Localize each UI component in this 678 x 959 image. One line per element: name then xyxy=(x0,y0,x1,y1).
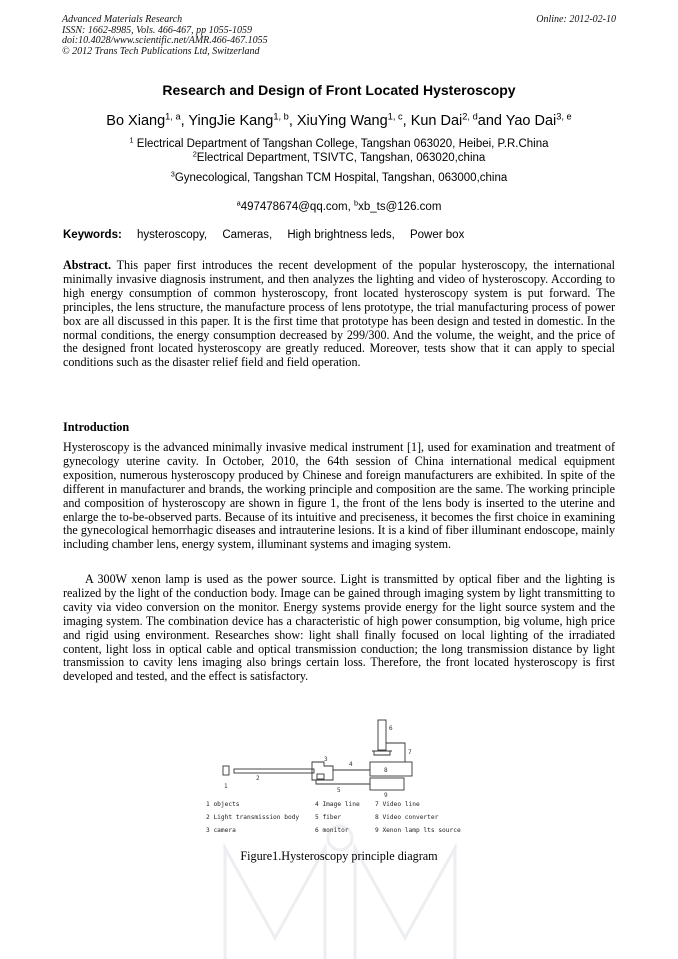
author-affiliation-mark: 2, d xyxy=(462,111,478,122)
diagram-legend-item: 7 Video line xyxy=(375,801,420,808)
keyword: Cameras, xyxy=(222,229,273,241)
video-converter-box xyxy=(370,762,412,776)
monitor-stand xyxy=(372,751,392,755)
diagram-number: 7 xyxy=(408,749,412,756)
diagram-legend-item: 3 camera xyxy=(206,827,236,834)
copyright-line: © 2012 Trans Tech Publications Ltd, Switzerland xyxy=(62,46,260,58)
diagram-legend-item: 1 objects xyxy=(206,801,240,808)
diagram-legend-item: 9 Xenon lamp lts source xyxy=(375,827,461,834)
diagram-legend-item: 6 monitor xyxy=(315,827,349,834)
abstract-label: Abstract. xyxy=(63,258,112,272)
affiliation-1 xyxy=(0,135,678,150)
intro-paragraph-1: Hysteroscopy is the advanced minimally invasive medical instrument [1], used for examination and treatment of gynecology uterine cavity. In October, 2010, the 64th session of China international medical equipment exposition, numerous hysteroscopy produced by Chinese and foreign manufacturers are exhibited. In spite of the different in manufacturer and brands, the working principle and composition are the same. The working principle and composition of hysteroscopy are shown in figure 1, the front of the lens body is inserted to the uterine and enlarge the to-be-observed parts. Because of its intuitive and preciseness, it becomes the first choice in examining the gynecological hemorrhagic diseases and intrauterine lesions. It is a kind of fiber illuminant endoscope, mainly including chamber lens, energy system, illuminant systems and imaging system. xyxy=(63,440,615,552)
email-mark: a xyxy=(236,198,241,208)
diagram-legend-item: 4 Image line xyxy=(315,801,360,808)
author-list xyxy=(0,113,678,129)
camera-shape xyxy=(312,762,333,780)
diagram-number: 2 xyxy=(256,775,260,782)
keywords-label: Keywords: xyxy=(63,229,122,241)
figure-caption: Figure1.Hysteroscopy principle diagram xyxy=(240,849,438,863)
light-transmission-body xyxy=(234,769,314,773)
diagram-number: 9 xyxy=(384,792,388,799)
fiber-line xyxy=(316,780,370,784)
author-separator: , xyxy=(402,113,411,129)
online-date: Online: 2012-02-10 xyxy=(536,14,616,25)
diagram-legend-item: 2 Light transmission body xyxy=(206,814,300,821)
monitor-body xyxy=(378,720,386,750)
object-box xyxy=(223,766,229,775)
diagram-legend-item: 8 Video converter xyxy=(375,814,439,821)
diagram-legend-item: 5 fiber xyxy=(315,814,342,821)
intro-paragraph-2: A 300W xenon lamp is used as the power source. Light is transmitted by optical fiber and the lighting is realized by the light of the conduction body. Image can be gained through imaging system by light transmitting to cavity via video conversion on the monitor. Energy systems provide energy for the light source system and the imaging system. The combination device has a characteristic of high power consumption, big volume, high price and rigid using environment. Researches show: light shall finally focused on local lighting of the irradiated content, light loss in optical cable and optical transmission conduction; the long transmission distance by light transmission to cavity lens imaging also brings certain loss. Therefore, the front located hysteroscopy is first developed and tested, and the effect is satisfactory. xyxy=(63,572,615,684)
paper-title: Research and Design of Front Located Hysteroscopy xyxy=(162,82,516,98)
author-name: Bo Xiang xyxy=(106,113,166,129)
email-address: xb_ts@126.com xyxy=(358,201,442,213)
affiliation-3 xyxy=(0,169,678,184)
affiliation-text: Electrical Department of Tangshan College, Tangshan 063020, Heibei, P.R.China xyxy=(136,138,549,150)
affiliation-mark: 2 xyxy=(192,149,197,159)
author-name: Kun Dai xyxy=(410,113,463,129)
author-affiliation-mark: 3, e xyxy=(556,111,572,122)
diagram-number: 3 xyxy=(324,756,328,763)
diagram-number: 1 xyxy=(224,783,228,790)
hysteroscopy-principle-diagram xyxy=(200,718,480,840)
author-separator: , xyxy=(288,113,297,129)
camera-lens xyxy=(317,774,324,779)
author-name: Yao Dai xyxy=(505,113,557,129)
keyword: Power box xyxy=(409,229,465,241)
email-address: 497478674@qq.com, xyxy=(240,201,355,213)
diagram-number: 4 xyxy=(349,761,353,768)
diagram-number: 5 xyxy=(337,787,341,794)
email-line xyxy=(0,198,678,213)
abstract-text: This paper first introduces the recent development of the popular hysteroscopy, the international minimally invasive diagnosis instrument, and then analyzes the lighting and video of hysteroscopy. According to high energy consumption of common hysteroscopy, front located hysteroscopy system is put forward. The principles, the lens structure, the manufacture process of lens prototype, the trial manufacturing process of power box are all discussed in this paper. It is the first time that prototype has been design and tested in domestic. In the normal conditions, the energy consumption decreased by 299/300. And the volume, the weight, and the price of the designed front located hysteroscopy are greatly reduced. Moreover, tests show that it can apply to special conditions such as the disaster relief field and field operation. xyxy=(63,258,615,370)
author-name: XiuYing Wang xyxy=(296,113,388,129)
keywords-line xyxy=(63,229,476,241)
journal-header xyxy=(62,15,422,58)
abstract-paragraph xyxy=(63,259,615,370)
author-separator: , xyxy=(180,113,189,129)
affiliation-mark: 3 xyxy=(170,169,175,179)
author-name: YingJie Kang xyxy=(188,113,274,129)
affiliation-text: Electrical Department, TSIVTC, Tangshan, 063020,china xyxy=(196,152,486,164)
journal-name: Advanced Materials Research xyxy=(62,14,183,25)
email-mark: b xyxy=(354,198,359,208)
diagram-number: 8 xyxy=(384,767,388,774)
author-and: and xyxy=(477,113,506,129)
keyword: hysteroscopy, xyxy=(137,229,208,241)
doi-line: doi:10.4028/www.scientific.net/AMR.466-467.1055 xyxy=(62,35,268,47)
diagram-number: 6 xyxy=(389,725,393,732)
author-affiliation-mark: 1, b xyxy=(273,111,289,122)
section-heading-introduction: Introduction xyxy=(63,420,130,434)
keyword: High brightness leds, xyxy=(287,229,395,241)
xenon-lamp-box xyxy=(370,778,404,790)
author-affiliation-mark: 1, a xyxy=(165,111,181,122)
affiliation-text: Gynecological, Tangshan TCM Hospital, Tangshan, 063000,china xyxy=(174,172,508,184)
affiliation-mark: 1 xyxy=(129,135,134,145)
issn-line: ISSN: 1662-8985, Vols. 466-467, pp 1055-1059 xyxy=(62,24,252,36)
author-affiliation-mark: 1, c xyxy=(387,111,403,122)
affiliation-2 xyxy=(0,149,678,164)
video-line xyxy=(386,743,405,762)
